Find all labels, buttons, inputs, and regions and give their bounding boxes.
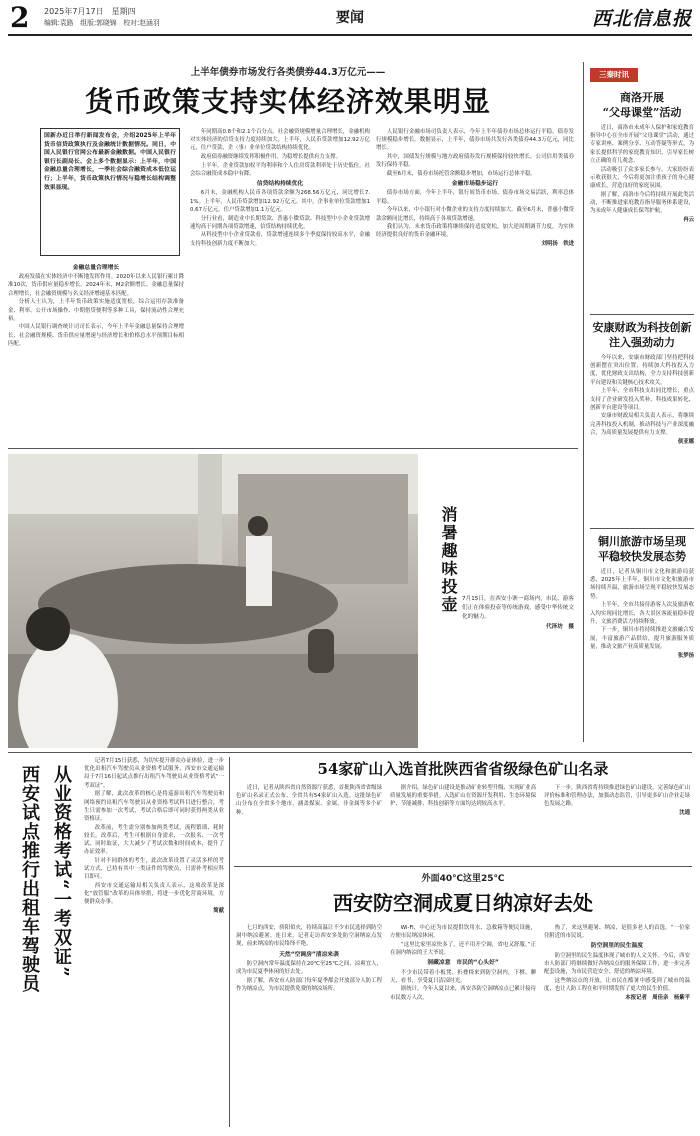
story3-title: 54家矿山入选首批陕西省省级绿色矿山名录 <box>317 760 609 778</box>
paragraph: 人民银行金融市场司负责人表示，今年上半年债券市场总体运行平稳，债券发行规模稳步增长。数据显示，上半年，债券市场共发行各类债券44.3万亿元，同比增长。 <box>376 129 574 152</box>
sidebar-item-author: 冉云 <box>683 216 694 223</box>
sidebar-item-body <box>590 354 694 437</box>
section-name: 要闻 <box>336 10 364 26</box>
paragraph: 不少市民带着小板凳、折叠椅来到防空洞内，下棋、聊天、看书，享受夏日清凉时光。 <box>390 969 536 984</box>
sidebar-item-title: 安康财政为科技创新 注入强劲动力 <box>592 321 692 349</box>
photo-credit: 代泽坊 摄 <box>546 624 574 631</box>
paragraph: 活动吸引了众多家长参与，大家纷纷表示收获很大，今后将更加注重孩子的身心健康成长，营造良好的家庭氛围。 <box>590 166 694 189</box>
header-weekday: 星期四 <box>111 7 136 16</box>
paragraph: 近日，记者从铜川市文化和旅游局获悉，2025年上半年，铜川市文化和旅游市场持续升温，旅游市场呈现平稳较快发展态势。 <box>590 569 694 600</box>
main-col2 <box>190 128 370 434</box>
main-subhead-1: 金融总量合理增长 <box>72 265 120 271</box>
main-story <box>8 38 578 438</box>
sidebar-item-author: 侯亚娜 <box>677 438 694 445</box>
main-divider <box>8 448 578 449</box>
sidebar-rule <box>590 528 694 529</box>
paragraph: 我们认为，未来货币政策将继续保持适度宽松，加大逆周期调节力度，为实体经济提供良好的货币金融环境。 <box>376 224 574 239</box>
paragraph: 据了解，商洛市今后将持续开展此类活动，不断推进家庭教育指导服务体系建设，为未成年人健康成长保驾护航。 <box>590 191 694 215</box>
paragraph: 中国人民银行调查统计司司长表示，今年上半年金融总量保持合理增长，社会融资规模、货币供应量增速与经济增长和价格总水平预期目标相匹配。 <box>8 324 184 347</box>
story3-divider <box>234 866 692 867</box>
paragraph: 从科技型中小企业贷款看，贷款增速连续多个季度保持较高水平，金融支持科技创新力度不断加大。 <box>190 232 370 247</box>
main-subhead-3: 金融市场稳步运行 <box>451 181 499 188</box>
story4-title: 西安防空洞成夏日纳凉好去处 <box>333 891 593 915</box>
story4-kicker: 外面40℃这里25℃ <box>421 874 505 884</box>
sidebar-divider <box>583 62 584 742</box>
paragraph: 热了，来这里避暑、纳凉，是很多老人的首选。“一位家住附近的市民说。 <box>544 925 690 940</box>
story4-col1 <box>236 924 382 1128</box>
photo-caption <box>462 595 574 703</box>
paragraph: 针对不同群体的考生，此次改革设置了灵活多样的考试方式，已持有其中一类证件的驾驶员，只需补考相应科目即可。 <box>84 857 224 881</box>
photo-illustration <box>8 454 418 748</box>
paragraph: 下一步，陕西省将持续推进绿色矿山建设，完善绿色矿山评价标准和管理办法，加强动态监管，引导更多矿山企业走绿色发展之路。 <box>544 785 690 808</box>
story4-subhead-3: 防空洞里的民生温度 <box>590 943 644 950</box>
story2-title-left: 西安试点推行出租车驾驶员 <box>19 765 40 993</box>
foreground-person <box>18 634 118 748</box>
story4-col3 <box>544 924 690 1128</box>
sidebar-rule <box>590 314 694 315</box>
paragraph: 这些纳凉点的开放，让市民在酷暑中感受到了城市的温度，也让人防工程在和平时期发挥了更大的民生价值。 <box>544 977 690 992</box>
paragraph: “这里比家里凉快多了，还不用开空调，省电又舒服。”正在洞内纳凉的王大爷说。 <box>390 941 536 957</box>
paragraph: 安康市财政局相关负责人表示，将继续完善科技投入机制，推动科技与产业深度融合，为高质量发展提供有力支撑。 <box>590 413 694 436</box>
story2-author: 简献 <box>213 908 224 915</box>
paragraph: 防空洞里的民生温度体现了城市的人文关怀。今后，西安市人防部门将继续做好各纳凉点的服务保障工作，进一步完善配套设施，为市民营造安全、舒适的纳凉环境。 <box>544 952 690 976</box>
crowd <box>38 564 338 644</box>
photo-divider <box>8 752 692 753</box>
paragraph: 债券市场方面，今年上半年，银行间货币市场、债券市场交易活跃，利率总体平稳。 <box>376 190 574 205</box>
paragraph: 据了解，西安市人防部门每年夏季都会开放部分人防工程作为纳凉点，为市民提供免费的纳凉场所。 <box>236 977 382 992</box>
sidebar-item-3 <box>590 534 694 740</box>
paragraph: 分行业看，制造业中长期贷款、普惠小微贷款、科技型中小企业贷款增速均高于同期各项贷款增速，信贷结构持续优化。 <box>190 215 370 230</box>
paragraph: 七月的西安，骄阳似火，持续高温让不少市民选择到防空洞中纳凉避暑。连日来，记者走访西安多处防空洞纳凉点发现，前来纳凉的市民络绎不绝。 <box>236 925 382 948</box>
page-number: 2 <box>10 3 30 33</box>
masthead: 西北信息报 <box>591 8 692 30</box>
foreground-person-head <box>26 607 70 651</box>
sidebar-item-body <box>590 568 694 651</box>
paragraph: 今年以来，中小银行对小微企业的支持力度持续加大。截至6月末，普惠小微贷款余额同比增长，持续高于各项贷款增速。 <box>376 207 574 222</box>
paragraph: 据统计，今年入夏以来，西安各防空洞纳凉点已累计接待市民数万人次。 <box>390 986 536 1001</box>
paragraph: 记者7月15日获悉，为切实提升群众办证体验，进一步优化出租汽车驾驶员从业资格考试服务，西安市交通运输局于7月16日起试点推行出租汽车驾驶员从业资格考试“一考双证”。 <box>84 758 224 789</box>
story3-author: 沈通 <box>679 810 690 817</box>
story2-title-right: 从业资格考试“一考双证” <box>51 765 72 978</box>
paragraph: 上半年，全市科技支出同比增长，重点支持了企业研发投入奖补、科技成果转化、创新平台建设等项目。 <box>590 388 694 411</box>
paragraph: 下一步，铜川市将持续推进文旅融合发展，丰富旅游产品供给，提升旅游服务质量，推动文旅产业高质量发展。 <box>590 627 694 650</box>
paragraph: 据介绍，绿色矿山建设是推动矿业转型升级、实现矿业高质量发展的重要举措。入选矿山在资源开发利用、生态环境保护、节能减排、科技创新等方面均达到较高水平。 <box>390 785 536 808</box>
sidebar-item-title: 商洛开展 “父母课堂”活动 <box>602 91 682 119</box>
sidebar-item-1 <box>590 90 694 310</box>
main-lead-text: 国新办近日举行新闻发布会，介绍2025年上半年货币信贷政策执行及金融统计数据情况。同日，中国人民银行官网公布最新金融数据。中国人民银行银行长副局长、会上多个数据显示：上半年，中国金融总量合理增长，一季社会综合融资成本低位运行；上半年，货币政策执行情况与稳增长结构调整效果显现。 <box>44 133 176 191</box>
story3-col3 <box>544 784 690 860</box>
photo-caption-text: 7月15日，在西安小寨一商场内，市民、游客们正在体验投壶等传统游戏，感受中华传统文化的魅力。 <box>462 596 574 620</box>
paragraph: 改革前，考生需分别参加两类考试，流程繁琐、耗时较长。改革后，考生可根据自身需求，一次报名、一次考试、同时取证，大大减少了考试次数和时间成本，提升了办证效率。 <box>84 824 224 856</box>
main-lead <box>40 128 180 256</box>
story4-subhead-2: 洞藏凉意 市民的“心头好” <box>427 960 499 967</box>
story2-body <box>84 757 224 1127</box>
story4-author: 本报记者 周佳亲 杨紫平 <box>625 994 690 1001</box>
paragraph: Wi-Fi，中心还为市民提供饮用水、急救箱等便民设施，方便市民纳凉休闲。 <box>390 925 536 940</box>
paragraph: 近日，记者从陕西省自然资源厅获悉，首批陕西省省级绿色矿山名录正式公布，全省共有54家矿山入选。这批绿色矿山分布在全省多个地市，涵盖煤炭、金属、非金属等多个矿种。 <box>236 785 382 816</box>
performer-head <box>248 516 268 536</box>
header-editors: 编辑:袁路 组版:郭晓锦 校对:赵涵羽 <box>44 19 160 27</box>
story2-divider <box>229 757 230 1127</box>
sidebar-tag: 三秦时讯 <box>590 68 638 82</box>
story4-subhead-1: 天然“空调房”清凉来袭 <box>279 951 339 958</box>
main-subhead-2: 信贷结构持续优化 <box>256 181 304 188</box>
paragraph: 西安市交通运输局相关负责人表示，这项改革是深化“放管服”改革的具体举措，将进一步优化营商环境，方便群众办事。 <box>84 883 224 906</box>
paragraph: 政府债券融资继续发挥积极作用，为稳增长提供有力支撑。 <box>200 154 341 161</box>
paragraph: 上半年，企业贷款加权平均利率和个人住房贷款利率处于历史低位，社会综合融资成本稳中有降。 <box>190 162 370 178</box>
sidebar-item-2 <box>590 320 694 526</box>
header-date <box>44 6 174 18</box>
header-date-text: 2025年7月17日 <box>44 7 104 16</box>
paragraph: 政府发债在实体经济中不断地发挥作用。2020年以来人民银行累计降准10次，货币供应量稳步增长。2024年末，M2余额增长、金融总量保持合理增长，社会融资规模与名义经济增速基本匹配。 <box>8 274 184 297</box>
paragraph: 6月末，金融机构人民币各项贷款余额为268.56万亿元，同比增长7.1%。上半年，人民币贷款增加12.92万亿元。其中，企事业单位贷款增加10.67万亿元，住户贷款增加1.1万亿元。 <box>190 190 370 213</box>
main-headline: 货币政策支持实体经济效果明显 <box>84 85 491 118</box>
paragraph: 今年以来，安康市财政部门坚持把科技创新摆在突出位置，持续加大科技投入力度，优化财政支出结构，全力支持科技创新平台建设和关键核心技术攻关。 <box>590 355 694 386</box>
main-byline: 刘明扬 铁进 <box>541 241 574 248</box>
paragraph: 防空洞内常年温度保持在20℃至25℃之间，凉爽宜人，成为市民夏季休闲的好去处。 <box>236 960 382 976</box>
paragraph: 其中，国债发行规模与地方政府债券发行规模保持较快增长，公司信用类债券发行保持平稳。 <box>376 154 574 169</box>
story3-col1 <box>236 784 382 860</box>
main-col1 <box>8 262 184 432</box>
photo-title: 消暑趣味投壶 <box>439 506 458 614</box>
paragraph: 近日，商洛市未成年人保护和家庭教育指导中心在全市开展“父母课堂”活动，通过专家讲座、案例分享、互动答疑等形式，为家长提供科学的家庭教育知识，引导家长树立正确的育儿观念。 <box>590 125 694 164</box>
pot-vase <box>308 629 334 673</box>
paragraph: 据了解，此次改革的核心是将巡游出租汽车驾驶员和网络预约出租汽车驾驶员从业资格考试科目进行整合，考生只需参加一次考试，考试合格后即可同时获得两类从业资格证。 <box>84 791 224 822</box>
paragraph: 分析人士认为，上半年货币政策实施适度宽松，综合运用存款准备金、利率、公开市场操作、中期借贷便利等多种工具，保持流动性合理充裕。 <box>8 299 184 322</box>
sidebar-item-body <box>590 124 694 215</box>
sidebar-item-title: 铜川旅游市场呈现 平稳较快发展态势 <box>598 535 686 563</box>
main-col3 <box>376 128 574 428</box>
sidebar <box>590 62 694 742</box>
paragraph: 上半年，全市共接待游客人次及旅游收入均实现同比增长，各大景区客流量稳步提升，文旅消费活力持续释放。 <box>590 602 694 625</box>
story3-col2 <box>390 784 536 860</box>
paragraph: 截至6月末，债券市场托管余额稳步增加，市场运行总体平稳。 <box>386 171 536 178</box>
performer-robe <box>246 536 272 606</box>
news-photo <box>8 454 418 748</box>
sidebar-item-author: 张梦扬 <box>677 652 694 659</box>
header-rule <box>8 34 692 36</box>
story4-col2 <box>390 924 536 1128</box>
paragraph: 年同期高0.8个和2.1个百分点。社会融资规模增量合理增长，金融机构对实体经济的信贷支持力度持续加大。上半年，人民币贷款增加12.92万亿元，住户贷款、企（事）业单位贷款结构持续优化。 <box>190 129 370 152</box>
main-kicker: 上半年债券市场发行各类债券44.3万亿元—— <box>190 67 386 78</box>
